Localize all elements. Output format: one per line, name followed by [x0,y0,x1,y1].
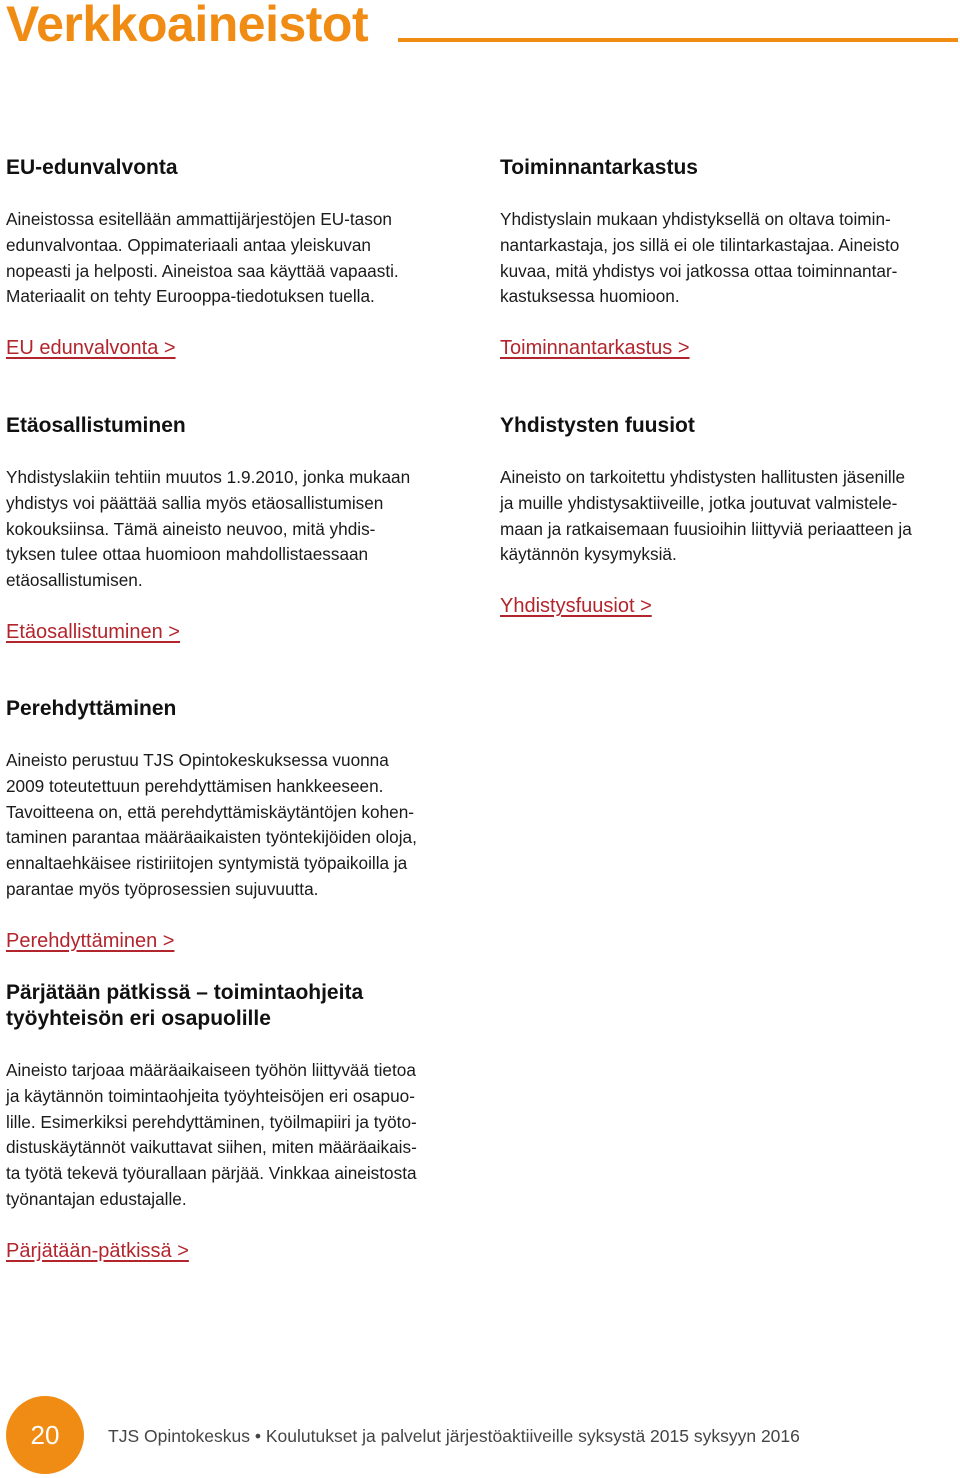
section-text-line: kuvaa, mitä yhdistys voi jatkossa ottaa toiminnantar- [500,260,898,281]
section-heading: Etäosallistuminen [6,414,186,437]
section-text-line: Yhdistyslakiin tehtiin muutos 1.9.2010, jonka mukaan [6,467,411,487]
link-toiminnantarkastus[interactable]: Toiminnantarkastus > [500,337,690,360]
section-etaosallistuminen [6,413,466,645]
section-text-line: kokouksiinsa. Tämä aineisto neuvoo, mitä yhdis- [6,518,376,539]
section-text-line: ennaltaehkäisee ristiriitojen syntymistä työpaikoilla ja [6,853,408,874]
page-title: Verkkoaineistot [6,0,369,52]
section-text-line: yhdistys voi päättää sallia myös etäosallistumisen [6,492,384,513]
section-text-line: edunvalvontaa. Oppimateriaali antaa yleiskuvan [6,234,371,255]
section-text-line: Materiaalit on tehty Eurooppa-tiedotuksen tuella. [6,286,375,307]
section-text-line: kastuksessa huomioon. [500,286,680,307]
section-perehdyttaminen [6,696,466,954]
section-heading-line: Pärjätään pätkissä – toimintaohjeita [6,981,364,1004]
section-eu-edunvalvonta [6,155,466,361]
section-text-line: distuskäytännöt vaikuttavat siihen, miten määräaikais- [6,1137,417,1158]
section-text-line: ja käytännön toimintaohjeita työyhteisöjen eri osapuo- [6,1085,415,1106]
link-perehdyttaminen[interactable]: Perehdyttäminen > [6,929,175,952]
link-parjataan-patkissa[interactable]: Pärjätään-pätkissä > [6,1239,189,1262]
section-heading: Perehdyttäminen [6,697,177,720]
section-text-line: tyksen tulee ottaa huomioon mahdollistaessaan [6,544,369,565]
section-heading: Toiminnantarkastus [500,156,698,179]
section-text-line: parantae myös työprosessien sujuvuutta. [6,878,319,899]
section-text-line: Aineisto tarjoaa määräaikaiseen työhön liittyvää tietoa [6,1060,416,1080]
section-text-line: etäosallistumisen. [6,570,143,591]
section-text-line: nopeasti ja helposti. Aineistoa saa käyttää vapaasti. [6,260,399,281]
section-text-line: maan ja ratkaisemaan fuusioihin liittyviä periaatteen ja [500,518,912,539]
section-text-line: Aineisto perustuu TJS Opintokeskuksessa vuonna [6,750,389,770]
section-text-line: ta työtä tekevä työurallaan pärjää. Vinkkaa aineistosta [6,1163,417,1184]
section-text-line: työnantajan edustajalle. [6,1188,187,1209]
section-text-line: taminen parantaa määräaikaisten työntekijöiden oloja, [6,827,417,848]
section-yhdistysten-fuusiot [500,413,958,619]
section-text-line: 2009 toteutettuun perehdyttämisen hankkeeseen. [6,775,384,796]
section-text-line: nantarkastaja, jos sillä ei ole tilintarkastajaa. Aineisto [500,234,900,255]
section-heading: Yhdistysten fuusiot [500,414,695,437]
section-text-line: lille. Esimerkiksi perehdyttäminen, työilmapiiri ja työto- [6,1111,417,1132]
section-parjataan-patkissa [6,980,466,1264]
section-text-line: käytännön kysymyksiä. [500,544,677,565]
footer-text: TJS Opintokeskus • Koulutukset ja palvelut järjestöaktiiveille syksystä 2015 syksyyn 2016 [108,1426,800,1446]
section-heading: EU-edunvalvonta [6,156,178,179]
section-text-line: ja muille yhdistysaktiiveille, jotka joutuvat valmistele- [500,492,898,513]
section-heading-line: työyhteisön eri osapuolille [6,1007,271,1030]
link-eu-edunvalvonta[interactable]: EU edunvalvonta > [6,337,176,360]
page-number-badge [6,1396,84,1474]
section-text-line: Aineisto on tarkoitettu yhdistysten hallitusten jäsenille [500,467,906,487]
section-text-line: Aineistossa esitellään ammattijärjestöjen EU-tason [6,209,392,229]
section-text-line: Tavoitteena on, että perehdyttämiskäytäntöjen kohen- [6,801,414,822]
section-text-line: Yhdistyslain mukaan yhdistyksellä on oltava toimin- [500,209,891,229]
page-number: 20 [30,1419,60,1450]
title-rule [398,38,958,42]
link-etaosallistuminen[interactable]: Etäosallistuminen > [6,620,180,643]
link-yhdistysfuusiot[interactable]: Yhdistysfuusiot > [500,595,652,618]
section-toiminnantarkastus [500,155,960,361]
